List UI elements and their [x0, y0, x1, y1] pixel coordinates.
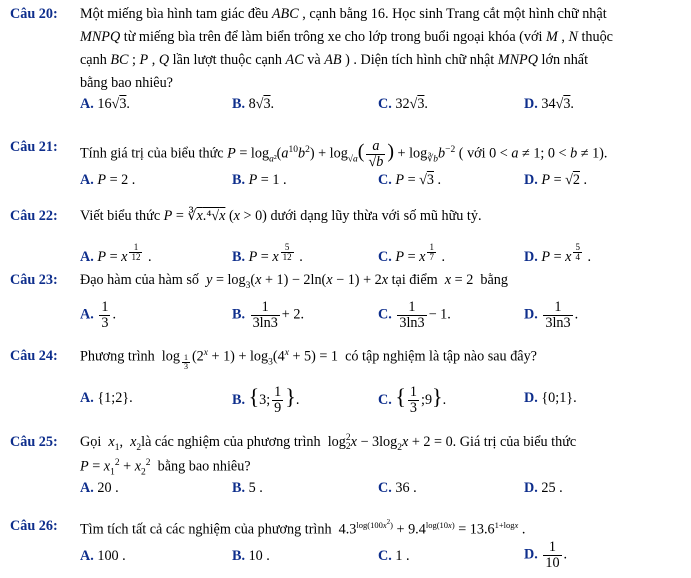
question-26-option-a[interactable]: A. 100 .: [80, 548, 126, 564]
question-20-line-3: cạnh BC ; P , Q lần lượt thuộc cạnh AC và AB ) . Diện tích hình chữ nhật MNPQ lớn nhất: [80, 52, 589, 68]
question-20-label: Câu 20:: [10, 6, 58, 22]
question-20-option-d[interactable]: D. 34√3.: [524, 96, 574, 112]
question-26-line-1: Tìm tích tất cả các nghiệm của phương trình $4.3^{log(100x^2)} + 9.4^{log(10x)} = 13.6^{1+logx}$ .: [80, 518, 526, 538]
question-21-option-b[interactable]: B. P = 1 .: [232, 172, 287, 188]
question-20-line-2: MNPQ từ miếng bìa trên để làm biển trông xe cho lớp trong buổi ngoại khóa (với M , N thuộc: [80, 29, 613, 45]
question-23-line-1: Đạo hàm của hàm số $y = \log_3(x + 1) - 2\ln(x - 1) + 2x$ tại điểm x = 2 bằng: [80, 272, 508, 291]
question-24-label: Câu 24:: [10, 348, 58, 364]
question-22-option-a[interactable]: A. P = x $^{\frac{1}{12}}$ .: [80, 242, 152, 265]
question-25-option-a[interactable]: A. 20 .: [80, 480, 119, 496]
question-21-option-a[interactable]: A. P = 2 .: [80, 172, 136, 188]
question-25-option-d[interactable]: D. 25 .: [524, 480, 563, 496]
question-24-option-a[interactable]: A. {1;2}.: [80, 390, 133, 406]
question-21-label: Câu 21:: [10, 139, 58, 155]
question-25-label: Câu 25:: [10, 434, 58, 450]
question-26-option-d[interactable]: D. $\frac{1}{10}$ .: [524, 539, 568, 571]
question-25-line-2: $P = x_1^2 + x_2^2$ bằng bao nhiêu?: [80, 458, 251, 478]
question-22-option-d[interactable]: D. P = x $^{\frac{5}{4}}$ .: [524, 242, 592, 265]
question-24-option-d[interactable]: D. {0;1}.: [524, 390, 577, 406]
question-21-option-d[interactable]: D. P = √2 .: [524, 172, 588, 188]
question-21-line-1: Tính giá trị của biểu thức $P = \log_{a^2}(a^{10}b^2) + \log_{√a}$( $\frac{a}{√b}$ ) + $\log_{∛b}b^{-2}$ ( với 0 < a ≠ 1; 0 < b ≠ 1).: [80, 138, 608, 170]
question-24-option-c[interactable]: C. { $\frac{1}{3}$ ;9}.: [378, 384, 447, 417]
question-22-label: Câu 22:: [10, 208, 58, 224]
question-22-option-b[interactable]: B. P = x $^{\frac{5}{12}}$ .: [232, 242, 303, 265]
question-24-line-1: Phương trình log $_{\frac{1}{3}}$ $(2^x + 1) + \log_3(4^x + 5) = 1$ có tập nghiệm là tập nào sau đây?: [80, 348, 537, 372]
question-23-option-d[interactable]: D. $\frac{1}{3\ln 3}$ .: [524, 299, 579, 331]
question-26-option-c[interactable]: C. 1 .: [378, 548, 410, 564]
question-22-line-1: Viết biểu thức P = ∛x.⁴√x (x > 0) dưới dạng lũy thừa với số mũ hữu tỷ.: [80, 208, 482, 224]
question-23-label: Câu 23:: [10, 272, 58, 288]
question-25-line-1: Gọi $x_1$, $x_2là$ các nghiệm của phương trình log 2 2 $x - 3\log_2x + 2 = 0$. Giá trị của biểu thức: [80, 433, 577, 453]
question-25-option-b[interactable]: B. 5 .: [232, 480, 263, 496]
question-20-line-1: Một miếng bìa hình tam giác đều ABC , cạnh bằng 16. Học sinh Trang cắt một hình chữ nhật: [80, 6, 607, 22]
question-23-option-c[interactable]: C. $\frac{1}{3\ln 3}$ − 1.: [378, 299, 451, 331]
question-20-option-b[interactable]: B. 8√3.: [232, 96, 275, 112]
question-21-option-c[interactable]: C. P = √3 .: [378, 172, 442, 188]
question-22-option-c[interactable]: C. P = x $^{\frac{1}{7}}$ .: [378, 242, 446, 265]
question-25-option-c[interactable]: C. 36 .: [378, 480, 417, 496]
question-23-option-b[interactable]: B. $\frac{1}{3\ln 3}$ + 2.: [232, 299, 304, 331]
question-26-option-b[interactable]: B. 10 .: [232, 548, 270, 564]
question-26-label: Câu 26:: [10, 518, 58, 534]
question-20-line-4: bằng bao nhiêu?: [80, 75, 173, 91]
question-24-option-b[interactable]: B. {3; $\frac{1}{9}$ }.: [232, 384, 300, 417]
question-23-option-a[interactable]: A. $\frac{1}{3}$ .: [80, 299, 116, 331]
question-20-option-c[interactable]: C. 32√3.: [378, 96, 428, 112]
question-20-option-a[interactable]: A. 16√3.: [80, 96, 130, 112]
